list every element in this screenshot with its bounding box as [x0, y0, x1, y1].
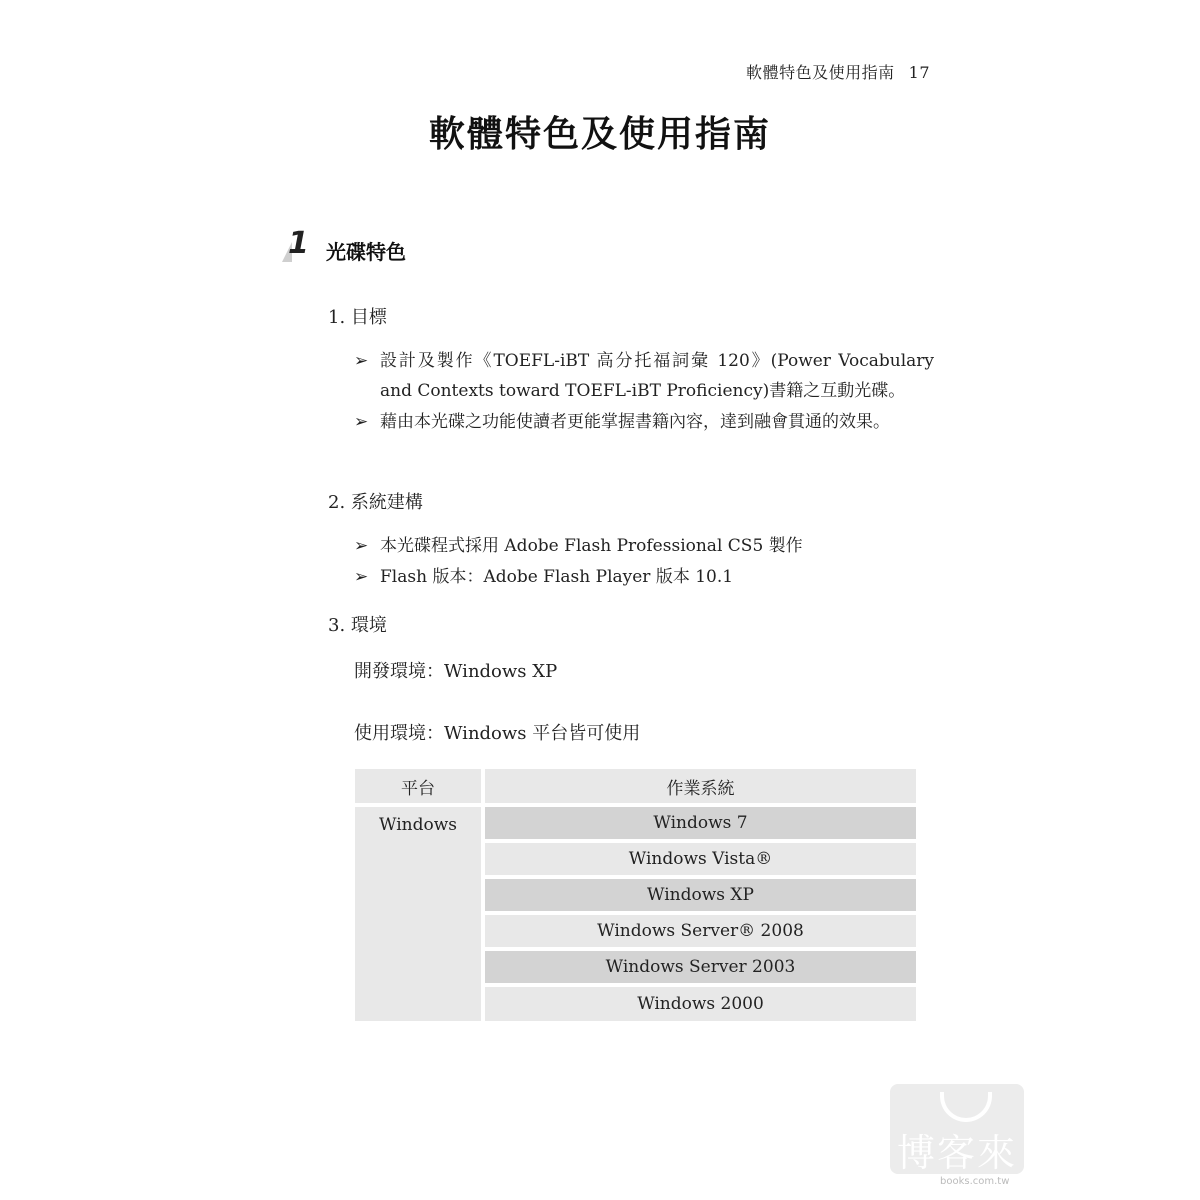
- watermark-logo: [890, 1084, 1024, 1174]
- smile-icon: [940, 1092, 992, 1122]
- page-title: 軟體特色及使用指南: [428, 114, 771, 155]
- arrow-bullet-icon: ➢: [354, 567, 369, 587]
- bullet-item: [354, 531, 934, 561]
- item-heading-environment: 3. 環境: [328, 615, 387, 636]
- running-head: [700, 60, 930, 83]
- watermark-url: books.com.tw: [940, 1176, 1010, 1187]
- page-number: 17: [908, 63, 930, 82]
- dev-environment-line: 開發環境：Windows XP: [354, 661, 558, 682]
- table-cell-os: Windows 2000: [485, 987, 916, 1021]
- arrow-bullet-icon: ➢: [354, 536, 369, 556]
- bullet-text: 藉由本光碟之功能使讀者更能掌握書籍內容，達到融會貫通的效果。: [380, 412, 890, 432]
- bullet-item: [354, 562, 934, 592]
- table-header-os: 作業系統: [485, 769, 916, 803]
- use-environment-line: 使用環境：Windows 平台皆可使用: [354, 723, 641, 744]
- section-number-badge: [280, 226, 316, 266]
- bullet-text: Flash 版本：Adobe Flash Player 版本 10.1: [380, 567, 734, 587]
- table-cell-os: Windows Vista®: [485, 843, 916, 875]
- table-cell-os: Windows 7: [485, 807, 916, 839]
- arrow-bullet-icon: ➢: [354, 412, 369, 432]
- section-number: 1: [288, 226, 309, 261]
- section-title: 光碟特色: [326, 240, 406, 264]
- table-header-platform: 平台: [355, 769, 481, 803]
- running-head-title: 軟體特色及使用指南: [746, 63, 895, 82]
- bullet-text: 設計及製作《TOEFL-iBT 高分托福詞彙 120》(Power Vocabulary and Contexts toward TOEFL-iBT Proficiency)書籍之互動光碟。: [380, 351, 934, 401]
- item-heading-system: 2. 系統建構: [328, 492, 423, 513]
- table-cell-os: Windows XP: [485, 879, 916, 911]
- bullet-item: [354, 346, 934, 406]
- watermark-text: 博客來: [896, 1131, 1017, 1175]
- table-cell-os: Windows Server® 2008: [485, 915, 916, 947]
- table-cell-platform: Windows: [355, 807, 481, 1021]
- table-cell-os: Windows Server 2003: [485, 951, 916, 983]
- bullet-text: 本光碟程式採用 Adobe Flash Professional CS5 製作: [380, 536, 803, 556]
- arrow-bullet-icon: ➢: [354, 351, 369, 371]
- bullet-item: [354, 407, 934, 437]
- item-heading-goal: 1. 目標: [328, 307, 387, 328]
